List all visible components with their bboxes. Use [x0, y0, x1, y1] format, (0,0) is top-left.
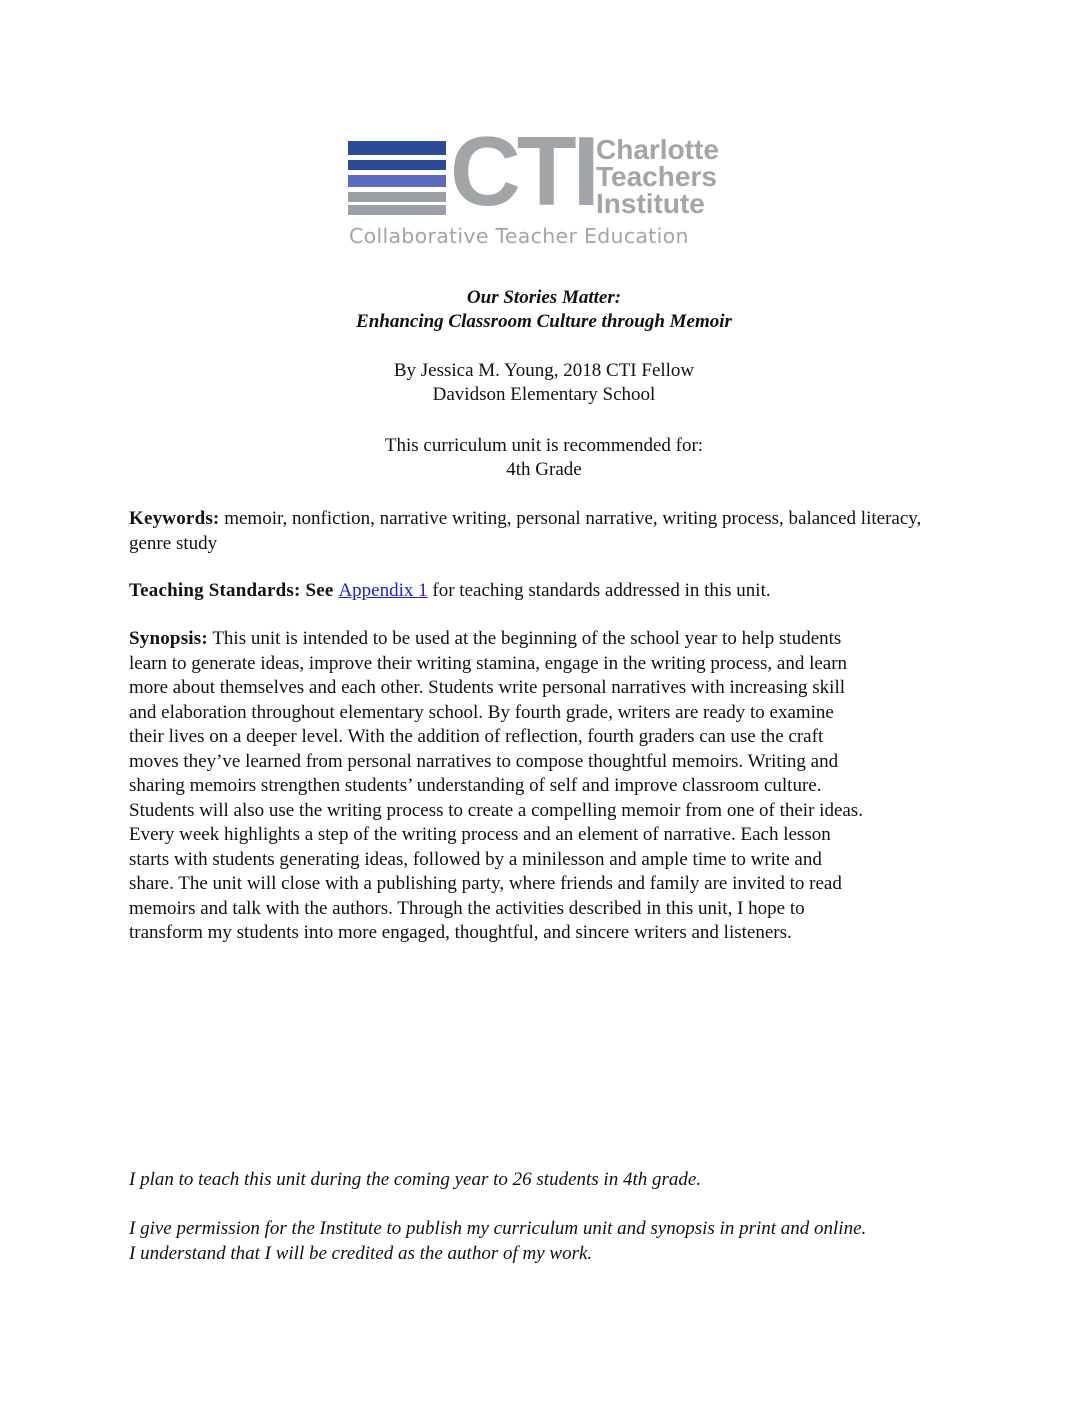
logo-org-line: Teachers: [596, 161, 717, 192]
synopsis-line: Every week highlights a step of the writing process and an element of narrative. Each lesson: [129, 824, 831, 845]
recommendation-text: This curriculum unit is recommended for:: [384, 435, 704, 456]
permission-line-2: I understand that I will be credited as the author of my work.: [129, 1242, 593, 1264]
logo-stripe: [348, 192, 446, 202]
synopsis-line: transform my students into more engaged, thoughtful, and sincere writers and listeners.: [129, 922, 792, 943]
synopsis-line: starts with students generating ideas, followed by a minilesson and ample time to write and: [129, 848, 822, 870]
synopsis-paragraph: [129, 627, 959, 946]
synopsis-line: and elaboration throughout elementary school. By fourth grade, writers are ready to examine: [129, 701, 834, 723]
standards-see: See: [300, 580, 339, 601]
title-line-2: Enhancing Classroom Culture through Memoir: [356, 311, 732, 332]
synopsis-text: This unit is intended to be used at the beginning of the school year to help students: [207, 628, 842, 649]
logo-org-name: [596, 136, 719, 217]
logo-stripe: [348, 160, 446, 170]
synopsis-label: Synopsis:: [129, 628, 208, 649]
keywords-paragraph: [129, 507, 959, 556]
permission-statement: [129, 1217, 969, 1266]
unit-title: [0, 286, 1088, 334]
synopsis-line: learn to generate ideas, improve their writing stamina, engage in the writing process, and learn: [129, 652, 848, 674]
keywords-text: memoir, nonfiction, narrative writing, personal narrative, writing process, balanced literacy, genre study: [129, 508, 922, 554]
synopsis-line: sharing memoirs strengthen students’ understanding of self and improve classroom culture.: [129, 775, 822, 796]
appendix-link[interactable]: Appendix 1: [338, 580, 428, 601]
standards-label: Teaching Standards:: [129, 580, 301, 601]
synopsis-line: share. The unit will close with a publishing party, where friends and family are invited to read: [129, 873, 842, 894]
standards-paragraph: [129, 579, 959, 604]
logo-stripe: [348, 141, 446, 155]
grade-recommendation: [0, 434, 1088, 482]
logo-acronym: CTI: [450, 116, 596, 226]
synopsis-line: [129, 627, 959, 652]
logo-org-line: Charlotte: [596, 134, 719, 165]
synopsis-line: more about themselves and each other. Students write personal narratives with increasing skill: [129, 677, 845, 698]
author-line: By Jessica M. Young, 2018 CTI Fellow: [393, 360, 695, 381]
cti-logo: [348, 116, 748, 253]
title-line-1: Our Stories Matter:: [466, 287, 622, 308]
logo-stripe: [348, 205, 446, 215]
byline: [0, 359, 1088, 407]
synopsis-line: Students will also use the writing process to create a compelling memoir from one of their ideas.: [129, 799, 863, 821]
standards-text: for teaching standards addressed in this unit.: [427, 580, 771, 601]
logo-stripe: [348, 175, 446, 187]
synopsis-line: moves they’ve learned from personal narratives to compose thoughtful memoirs. Writing and: [129, 750, 839, 772]
synopsis-line: memoirs and talk with the authors. Through the activities described in this unit, I hope to: [129, 897, 805, 919]
permission-line-1: I give permission for the Institute to publish my curriculum unit and synopsis in print and online.: [129, 1218, 867, 1239]
plan-note: I plan to teach this unit during the coming year to 26 students in 4th grade.: [129, 1169, 702, 1190]
logo-org-line: Institute: [596, 188, 705, 219]
school-line: Davidson Elementary School: [432, 384, 656, 405]
keywords-label: Keywords:: [129, 508, 220, 529]
grade-text: 4th Grade: [506, 459, 582, 480]
synopsis-line: their lives on a deeper level. With the addition of reflection, fourth graders can use the craft: [129, 726, 824, 747]
logo-tagline: Collaborative Teacher Education: [349, 224, 689, 248]
